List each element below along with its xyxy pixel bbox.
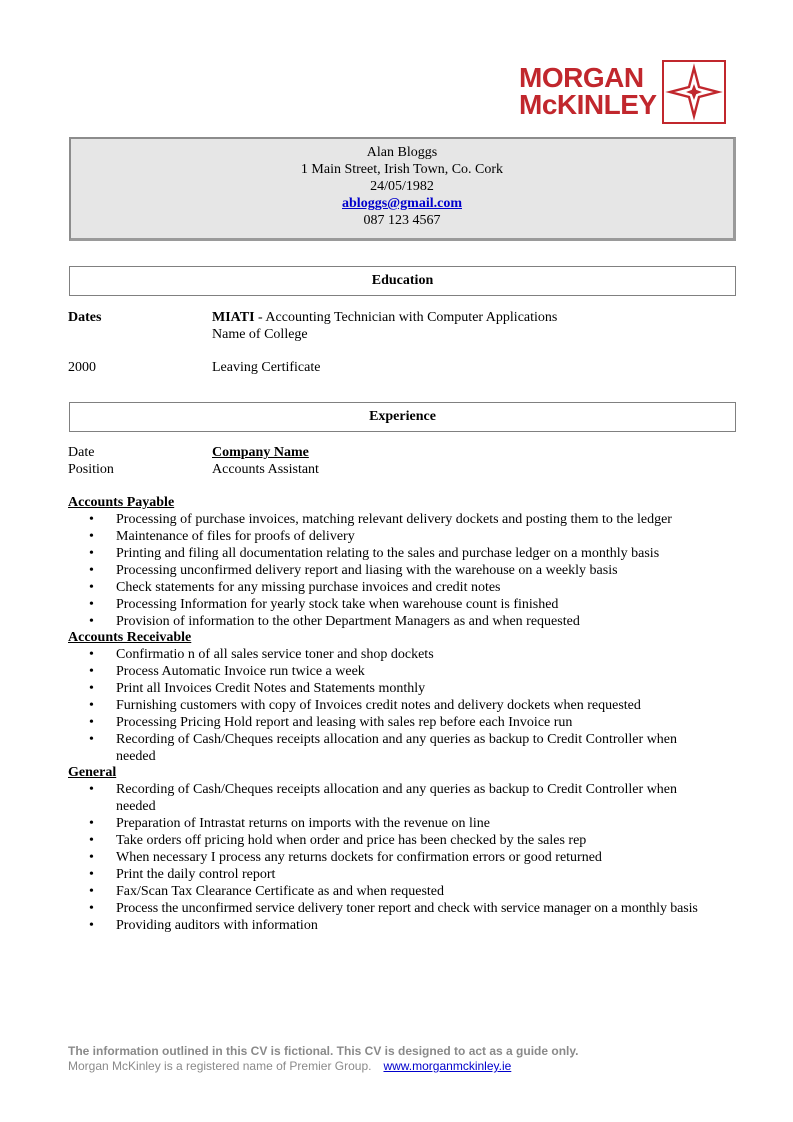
position-title: Accounts Assistant — [212, 462, 319, 477]
education-qualification — [212, 309, 557, 326]
candidate-address: 1 Main Street, Irish Town, Co. Cork — [300, 162, 504, 177]
list-item: • Processing of purchase invoices, matching relevant delivery dockets and posting them to the ledger — [68, 511, 740, 528]
list-item: • Processing Information for yearly stock take when warehouse count is finished — [68, 596, 740, 613]
education-year: 2000 — [68, 360, 96, 375]
experience-heading: Experience — [69, 402, 736, 432]
list-item: • Fax/Scan Tax Clearance Certificate as and when requested — [68, 883, 740, 900]
accounts-receivable-list — [68, 646, 740, 765]
education-date-label: Dates — [68, 310, 102, 325]
list-item: • Provision of information to the other Department Managers as and when requested — [68, 613, 740, 630]
section-heading-general: General — [68, 765, 117, 780]
experience-date-label: Date — [68, 445, 95, 460]
list-item: • Preparation of Intrastat returns on imports with the revenue on line — [68, 815, 740, 832]
list-item: • When necessary I process any returns dockets for confirmation errors or good returned — [68, 849, 740, 866]
list-item: • Recording of Cash/Cheques receipts allocation and any queries as backup to Credit Controller when needed — [68, 731, 740, 765]
list-item: • Print all Invoices Credit Notes and Statements monthly — [68, 680, 740, 697]
list-item: • Process Automatic Invoice run twice a week — [68, 663, 740, 680]
compass-star-icon — [662, 60, 726, 124]
footer-disclaimer: The information outlined in this CV is fictional. This CV is designed to act as a guide only. — [68, 1044, 579, 1058]
list-item: • Process the unconfirmed service delivery toner report and check with service manager on a monthly basis — [68, 900, 740, 917]
contact-details-box — [69, 137, 736, 241]
logo-wordmark — [519, 64, 657, 118]
list-item: • Processing Pricing Hold report and leasing with sales rep before each Invoice run — [68, 714, 740, 731]
list-item: • Providing auditors with information — [68, 917, 740, 934]
list-item: • Furnishing customers with copy of Invoices credit notes and delivery dockets when requested — [68, 697, 740, 714]
email-link[interactable]: abloggs@gmail.com — [342, 196, 462, 211]
company-logo — [519, 60, 730, 128]
page-footer — [68, 1044, 579, 1074]
section-heading-accounts-payable: Accounts Payable — [68, 495, 175, 510]
qualification-abbrev: MIATI — [212, 310, 255, 325]
candidate-phone: 087 123 4567 — [363, 213, 441, 228]
education-heading: Education — [69, 266, 736, 296]
list-item: • Print the daily control report — [68, 866, 740, 883]
company-name: Company Name — [212, 445, 309, 460]
list-item: • Processing unconfirmed delivery report and liasing with the warehouse on a weekly basis — [68, 562, 740, 579]
general-list — [68, 781, 740, 934]
list-item: • Printing and filing all documentation relating to the sales and purchase ledger on a monthly basis — [68, 545, 740, 562]
candidate-name: Alan Bloggs — [366, 145, 438, 160]
accounts-payable-list — [68, 511, 740, 630]
list-item: • Take orders off pricing hold when order and price has been checked by the sales rep — [68, 832, 740, 849]
position-label: Position — [68, 462, 114, 477]
list-item: • Check statements for any missing purchase invoices and credit notes — [68, 579, 740, 596]
institution-name: Name of College — [212, 327, 308, 342]
footer-registered: Morgan McKinley is a registered name of Premier Group. — [68, 1059, 372, 1073]
candidate-dob: 24/05/1982 — [370, 179, 434, 194]
logo-line-2: McKINLEY — [519, 89, 657, 120]
logo-line-1: MORGAN — [519, 62, 644, 93]
education-qualification: Leaving Certificate — [212, 360, 321, 375]
section-heading-accounts-receivable: Accounts Receivable — [68, 630, 192, 645]
list-item: • Recording of Cash/Cheques receipts allocation and any queries as backup to Credit Controller when needed — [68, 781, 740, 815]
qualification-title: - Accounting Technician with Computer Applications — [254, 310, 558, 325]
list-item: • Maintenance of files for proofs of delivery — [68, 528, 740, 545]
list-item: • Confirmatio n of all sales service toner and shop dockets — [68, 646, 740, 663]
website-link[interactable]: www.morganmckinley.ie — [383, 1059, 512, 1073]
